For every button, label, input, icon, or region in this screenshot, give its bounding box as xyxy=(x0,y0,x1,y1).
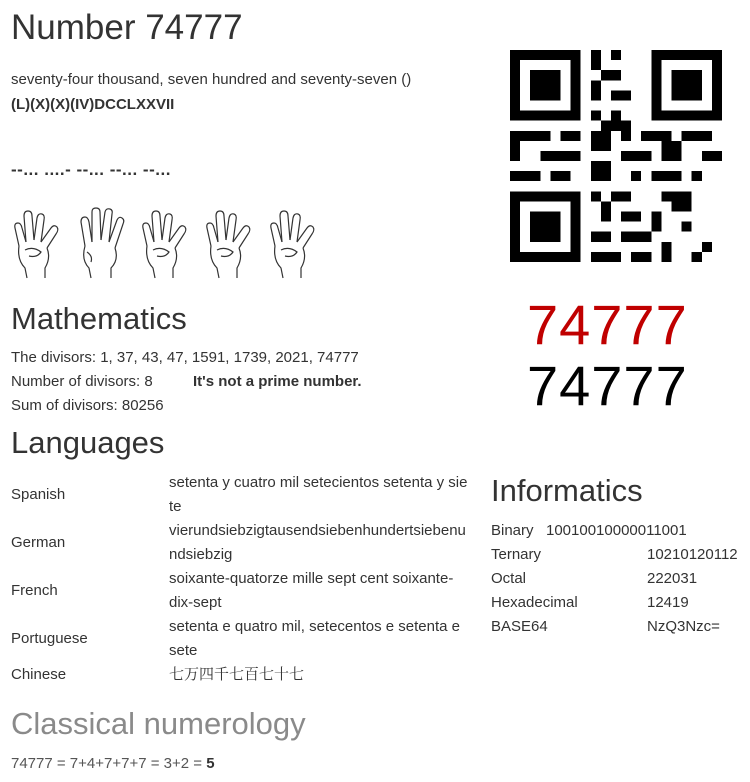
hand-seven-icon xyxy=(139,206,195,280)
hand-four-icon xyxy=(75,206,131,280)
hand-seven-icon xyxy=(203,206,259,280)
language-value-spanish: setenta y cuatro mil setecientos setenta y siete xyxy=(169,474,468,515)
hand-signs xyxy=(11,206,331,280)
language-label-portuguese: Portuguese xyxy=(11,630,88,647)
info-label-octal: Octal xyxy=(491,570,527,587)
info-value-base64: NzQ3Nzc= xyxy=(647,618,720,635)
languages-heading: Languages xyxy=(11,425,165,460)
info-value-binary: 10010010000011001 xyxy=(546,522,687,539)
numerology-heading: Classical numerology xyxy=(11,706,306,741)
number-display-black: 74777 xyxy=(527,354,688,417)
language-value-german: vierundsiebzigtausendsiebenhundertsiebenundsiebzig xyxy=(169,522,466,563)
hand-seven-icon xyxy=(11,206,67,280)
divisor-count: Number of divisors: 8 xyxy=(11,373,153,390)
prime-note: It's not a prime number. xyxy=(193,373,362,390)
mathematics-heading: Mathematics xyxy=(11,301,187,336)
language-value-portuguese: setenta e quatro mil, setecentos e setenta e sete xyxy=(169,618,461,659)
info-label-ternary: Ternary xyxy=(491,546,542,563)
info-label-base64: BASE64 xyxy=(491,618,548,635)
morse-code: --... ....- --... --... --... xyxy=(11,160,171,179)
language-value-chinese: 七万四千七百七十七 xyxy=(169,666,305,683)
numerology-result: 5 xyxy=(206,755,215,772)
language-label-french: French xyxy=(11,582,58,599)
roman-numeral: (L)(X)(X)(IV)DCCLXXVII xyxy=(11,96,175,113)
info-label-binary: Binary xyxy=(491,522,534,539)
hand-seven-icon xyxy=(267,206,323,280)
info-label-hexadecimal: Hexadecimal xyxy=(491,594,578,611)
language-label-chinese: Chinese xyxy=(11,666,67,683)
language-label-german: German xyxy=(11,534,66,551)
qr-code-icon xyxy=(510,50,722,262)
language-label-spanish: Spanish xyxy=(11,486,66,503)
number-in-words: seventy-four thousand, seven hundred and seventy-seven () xyxy=(11,71,412,88)
numerology-expression: 74777 = 7+4+7+7+7 = 3+2 = xyxy=(11,755,207,772)
info-value-octal: 222031 xyxy=(647,570,698,587)
language-value-french: soixante-quatorze mille sept cent soixante-dix-sept xyxy=(169,570,454,611)
info-value-ternary: 10210120112 xyxy=(647,546,738,563)
info-value-hexadecimal: 12419 xyxy=(647,594,689,611)
divisors-list: The divisors: 1, 37, 43, 47, 1591, 1739, 2021, 74777 xyxy=(11,349,359,366)
number-display-red: 74777 xyxy=(527,293,688,356)
informatics-heading: Informatics xyxy=(491,473,643,508)
page-title: Number 74777 xyxy=(11,8,243,47)
numerology-formula xyxy=(11,755,215,772)
divisor-sum: Sum of divisors: 80256 xyxy=(11,397,164,414)
